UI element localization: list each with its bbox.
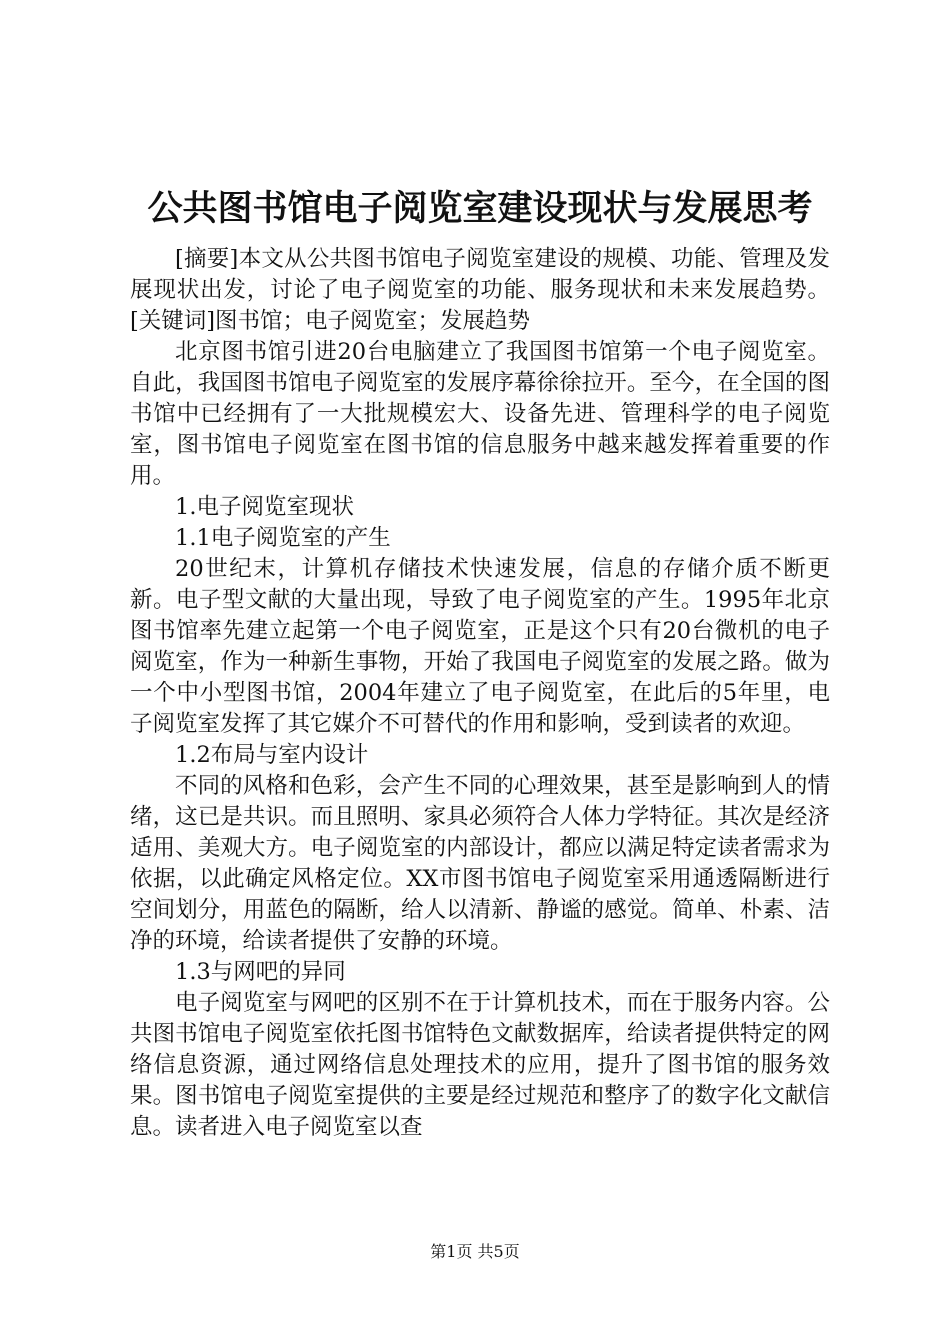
intro-paragraph: 北京图书馆引进20台电脑建立了我国图书馆第一个电子阅览室。自此，我国图书馆电子阅览室的发展序幕徐徐拉开。至今，在全国的图书馆中已经拥有了一大批规模宏大、设备先进、管理科学的电子阅览室，图书馆电子阅览室在图书馆的信息服务中越来越发挥着重要的作用。	[130, 339, 830, 489]
document-page	[130, 180, 830, 1143]
section-heading-1-3: 1.3与网吧的异同	[175, 959, 346, 985]
section-1-2-paragraph: 不同的风格和色彩，会产生不同的心理效果，甚至是影响到人的情绪，这已是共识。而且照明、家具必须符合人体力学特征。其次是经济适用、美观大方。电子阅览室的内部设计，都应以满足特定读者需求为依据，以此确定风格定位。XX市图书馆电子阅览室采用通透隔断进行空间划分，用蓝色的隔断，给人以清新、静谧的感觉。简单、朴素、洁净的环境，给读者提供了安静的环境。	[130, 773, 830, 954]
abstract-paragraph: [摘要]本文从公共图书馆电子阅览室建设的规模、功能、管理及发展现状出发，讨论了电子阅览室的功能、服务现状和未来发展趋势。[关键词]图书馆；电子阅览室；发展趋势	[130, 246, 830, 334]
section-heading-1-2: 1.2布局与室内设计	[175, 742, 369, 768]
section-1-3-paragraph: 电子阅览室与网吧的区别不在于计算机技术，而在于服务内容。公共图书馆电子阅览室依托图书馆特色文献数据库，给读者提供特定的网络信息资源，通过网络信息处理技术的应用，提升了图书馆的服务效果。图书馆电子阅览室提供的主要是经过规范和整序了的数字化文献信息。读者进入电子阅览室以查	[130, 990, 830, 1140]
document-title: 公共图书馆电子阅览室建设现状与发展思考	[147, 188, 813, 229]
section-1-1-paragraph: 20世纪末，计算机存储技术快速发展，信息的存储介质不断更新。电子型文献的大量出现，导致了电子阅览室的产生。1995年北京图书馆率先建立起第一个电子阅览室，正是这个只有20台微机的电子阅览室，作为一种新生事物，开始了我国电子阅览室的发展之路。做为一个中小型图书馆，2004年建立了电子阅览室，在此后的5年里，电子阅览室发挥了其它媒介不可替代的作用和影响，受到读者的欢迎。	[130, 556, 830, 737]
section-heading-1-1: 1.1电子阅览室的产生	[175, 525, 391, 551]
section-heading-1: 1.电子阅览室现状	[175, 494, 354, 520]
page-footer: 第1页 共5页	[430, 1242, 520, 1261]
